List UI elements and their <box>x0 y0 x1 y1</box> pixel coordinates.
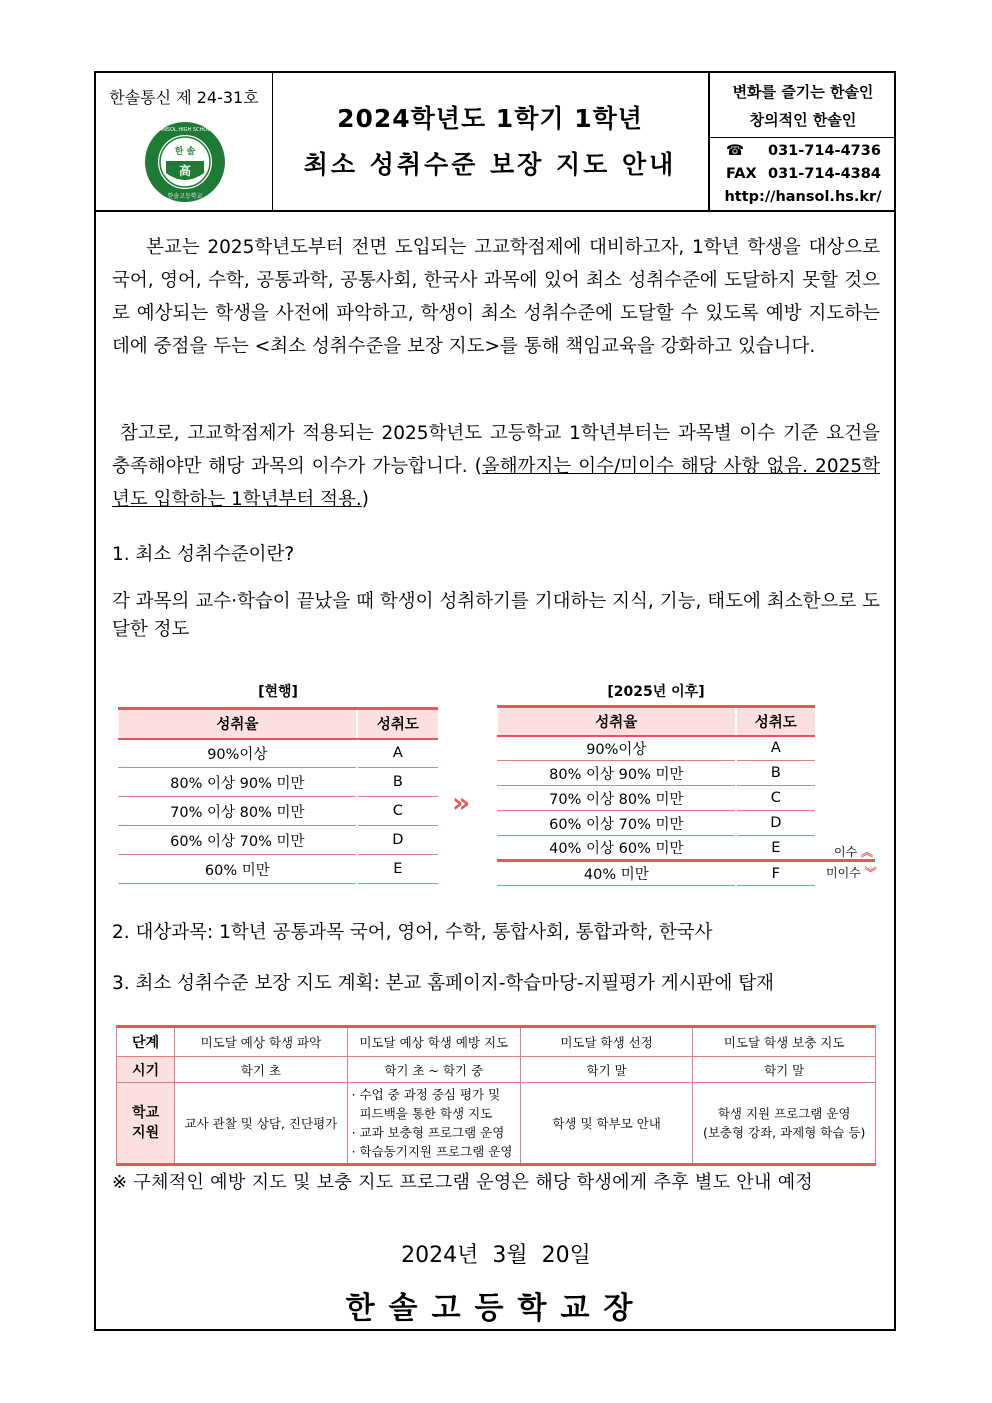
table-cell: C <box>736 786 815 811</box>
fail-label <box>826 864 877 881</box>
table-cell: 학기 초 <box>175 1057 347 1083</box>
list-item: · 교과 보충형 프로그램 운영 <box>351 1125 505 1140</box>
table-cell: D <box>736 811 815 836</box>
issue-date: 2024년 3월 20일 <box>401 1243 591 1268</box>
table-cell: 60% 이상 70% 미만 <box>498 811 736 836</box>
phone-icon: ☎ <box>726 143 745 159</box>
table-cell: D <box>357 826 438 855</box>
table-cell: 학기 초 ~ 학기 중 <box>347 1057 520 1083</box>
table-cell: 40% 이상 60% 미만 <box>498 836 736 861</box>
list-item: 학생 지원 프로그램 운영 <box>717 1106 851 1121</box>
support-plan-table <box>116 1025 876 1166</box>
homepage-link[interactable]: http://hansol.hs.kr/ <box>724 189 882 205</box>
title-box <box>272 73 708 210</box>
homepage-row <box>710 189 896 205</box>
intro-p2-underlined: 올해까지는 이수/미이수 해당 사항 없음. 2025학년도 입학하는 1학년부터 적용. <box>112 456 880 510</box>
table-cell: 미도달 예상 학생 파악 <box>175 1027 347 1057</box>
new-grade-table <box>497 705 815 886</box>
chevron-down-icon: ︾ <box>864 866 877 880</box>
section1-text: 각 과목의 교수·학습이 끝났을 때 학생이 성취하기를 기대하는 지식, 기능, 태도에 최소한으로 도달한 정도 <box>112 591 880 640</box>
intro-paragraph-2 <box>112 417 880 516</box>
table-cell: 미도달 학생 선정 <box>520 1027 692 1057</box>
table-cell: B <box>357 768 438 797</box>
fail-label-text: 미이수 <box>826 866 861 880</box>
intro-p2-end: ) <box>361 489 369 510</box>
fax-label: FAX <box>726 166 757 182</box>
col-header-rate: 성취율 <box>498 707 736 736</box>
pass-label-text: 이수 <box>834 845 858 859</box>
col-header-grade: 성취도 <box>357 709 438 739</box>
table-cell: F <box>736 861 815 886</box>
list-item: 피드백을 통한 학생 지도 <box>351 1106 493 1121</box>
list-item: · 학습동기지원 프로그램 운영 <box>351 1144 513 1159</box>
table-cell: B <box>736 761 815 786</box>
logo-center-mid: 高 <box>178 164 192 178</box>
contact-box <box>708 73 896 210</box>
section1-heading: 1. 최소 성취수준이란? <box>112 544 295 565</box>
issue-box <box>96 73 273 210</box>
logo-center-top: 한 솔 <box>174 147 196 157</box>
table-cell: 미도달 학생 보충 지도 <box>693 1027 876 1057</box>
table-cell: 학생 및 학부모 안내 <box>520 1083 692 1165</box>
fax-number: 031-714-4384 <box>768 166 881 182</box>
list-item: (보충형 강좌, 과제형 학습 등) <box>702 1125 866 1140</box>
table-cell: 학기 말 <box>520 1057 692 1083</box>
table-cell <box>693 1083 876 1165</box>
table-cell: 70% 이상 80% 미만 <box>498 786 736 811</box>
table-cell <box>347 1083 520 1165</box>
intro-p2-text: 참고로, 고교학점제가 적용되는 2025학년도 고등학교 1학년부터는 과목별 이수 기준 요건을 충족해야만 해당 과목의 이수가 가능합니다. ( <box>112 423 880 477</box>
title-line-2: 최소 성취수준 보장 지도 안내 <box>303 150 677 179</box>
table-cell: A <box>736 736 815 761</box>
table-cell: E <box>736 836 815 861</box>
row-header-period: 시기 <box>117 1057 175 1083</box>
table-cell: 미도달 예상 학생 예방 지도 <box>347 1027 520 1057</box>
letterhead <box>96 73 894 212</box>
table-cell: 90%이상 <box>119 739 357 768</box>
table-cell: 90%이상 <box>498 736 736 761</box>
table-cell: 교사 관찰 및 상담, 진단평가 <box>175 1083 347 1165</box>
pass-label <box>834 843 873 860</box>
slogan-1: 변화를 즐기는 한솔인 <box>732 83 874 101</box>
table-cell: 학기 말 <box>693 1057 876 1083</box>
school-principal: 한솔고등학교장 <box>345 1291 647 1326</box>
table-cell: 60% 미만 <box>119 855 357 884</box>
col-header-grade: 성취도 <box>736 707 815 736</box>
tel-number: 031-714-4736 <box>768 143 881 159</box>
intro-paragraph-1: 본교는 2025학년도부터 전면 도입되는 고교학점제에 대비하고자, 1학년 학생을 대상으로 국어, 영어, 수학, 공통과학, 공통사회, 한국사 과목에 있어 최소 성취수준에 도달하지 못할 것으로 예상되는 학생을 사전에 파악하고, 학생이 최소 성취수준에 도달할 수 있도록 예방 지도하는 데에 중점을 두는 <최소 성취수준을 보장 지도>를 통해 책임교육을 강화하고 있습니다. <box>112 237 880 357</box>
slogan-2: 창의적인 한솔인 <box>749 111 857 129</box>
table-cell: E <box>357 855 438 884</box>
section3: 3. 최소 성취수준 보장 지도 계획: 본교 홈페이지-학습마당-지필평가 게시판에 탑재 <box>112 973 775 994</box>
chevron-up-icon: ︽ <box>861 845 874 859</box>
section2: 2. 대상과목: 1학년 공통과목 국어, 영어, 수학, 통합사회, 통합과학, 한국사 <box>112 922 713 943</box>
table-cell: C <box>357 797 438 826</box>
issue-number: 한솔통신 제 24-31호 <box>109 88 259 107</box>
table-cell: 60% 이상 70% 미만 <box>119 826 357 855</box>
slogan-box <box>710 73 896 138</box>
new-table-title: [2025년 이후] <box>607 684 705 700</box>
table-cell: 40% 미만 <box>498 861 736 886</box>
col-header-rate: 성취율 <box>119 709 357 739</box>
current-table-title: [현행] <box>258 684 298 700</box>
row-header-stage: 단계 <box>117 1027 175 1057</box>
school-logo <box>144 121 226 203</box>
title-line-1: 2024학년도 1학기 1학년 <box>337 104 643 133</box>
list-item: · 수업 중 과정 중심 평가 및 <box>351 1087 501 1102</box>
row-header-support: 학교 지원 <box>117 1083 175 1165</box>
logo-bottom-text: 한솔고등학교 <box>167 193 203 200</box>
table-cell: 80% 이상 90% 미만 <box>119 768 357 797</box>
table-cell: 80% 이상 90% 미만 <box>498 761 736 786</box>
current-grade-table <box>118 707 438 884</box>
logo-top-text: HANSOL HIGH SCHOOL <box>156 127 214 133</box>
arrow-right-icon: » <box>452 786 463 819</box>
table-cell: A <box>357 739 438 768</box>
table-cell: 70% 이상 80% 미만 <box>119 797 357 826</box>
footnote: ※ 구체적인 예방 지도 및 보충 지도 프로그램 운영은 해당 학생에게 추후 별도 안내 예정 <box>112 1172 814 1193</box>
